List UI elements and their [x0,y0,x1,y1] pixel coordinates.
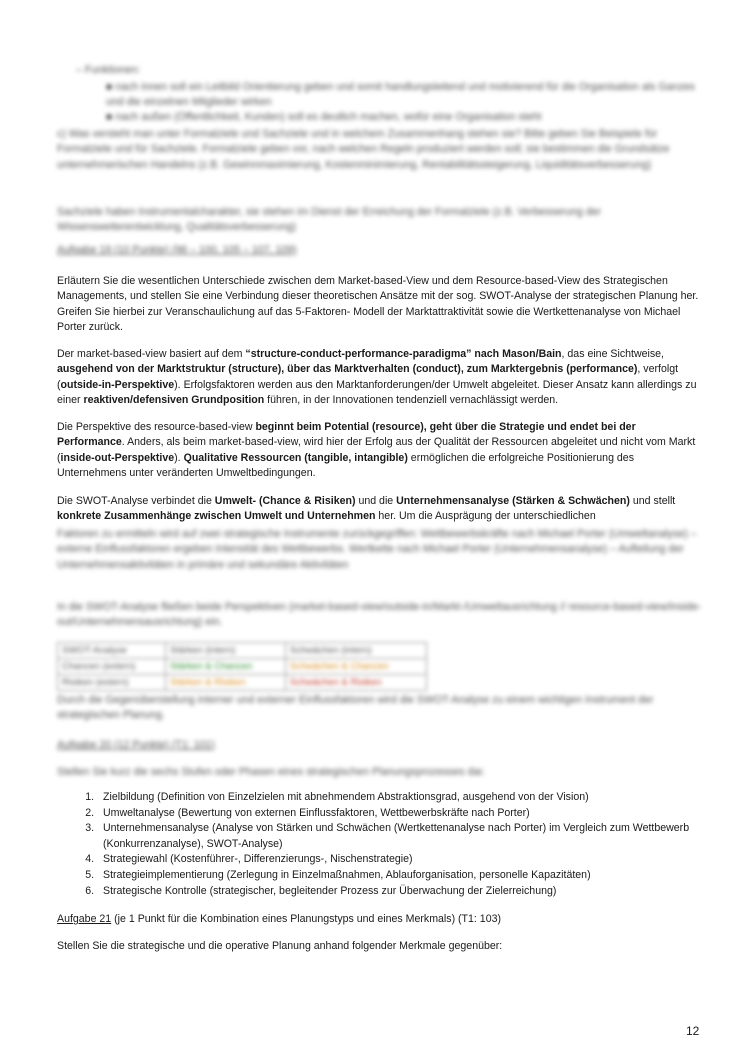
blurred-question-c: c) Was versteht man unter Formalziele und Sachziele und in welchem Zusammenhang stehen sie? Bitte geben Sie Beispiele für Formalziele und für Sachziele. Formalziele geben vor, nach welchen Regeln produziert werden soll; sie bestimmen die Grundsätze unternehmerischen Handelns (z.B. Gewinnmaximierung, Kostenminimierung, Rentabilitätssteigerung, Liquiditätsverbesserung) [57,128,670,171]
table-cell: Schwächen & Chancen [285,659,426,675]
table-row [58,643,427,659]
aufgabe-21-label: Aufgabe 21 [57,913,112,925]
blurred-aufgabe-20-question: Stellen Sie kurz die sechs Stufen oder Phasen eines strategischen Planungsprozesses dar. [57,766,486,778]
aufgabe-21-heading: Aufgabe 21 (je 1 Punkt für die Kombination eines Planungstyps und eines Merkmals) (T1: 103) [57,913,502,925]
table-cell: Schwächen & Risiken [285,675,426,691]
blurred-bullet-2: ■ nach außen (Öffentlichkeit, Kunden) soll es deutlich machen, wofür eine Organisation steht [106,111,542,123]
list-item: 3. Unternehmensanalyse (Analyse von Stärken und Schwächen (Wertkettenanalyse nach Porter) im Vergleich zum Wettbewerb (Konkurrenzanalyse), SWOT-Analyse) [97,821,750,852]
list-item: 1. Zielbildung (Definition von Einzelzielen mit abnehmendem Abstraktionsgrad, ausgehend von der Vision) [97,790,750,806]
blurred-aufgabe-20: Aufgabe 20 (12 Punkte) (T1: 101) [57,739,215,751]
table-cell: Stärken & Risiken [165,675,285,691]
blurred-bullet-heading: – Funktionen: [76,64,141,76]
list-item: 5. Strategieimplementierung (Zerlegung in Einzelmaßnahmen, Ablauforganisation, personelle Kapazitäten) [97,868,750,884]
answer-market-based-view: Der market-based-view basiert auf dem “structure-conduct-performance-paradigma” nach Mason/Bain, das eine Sichtweise, ausgehend von der Marktstruktur (structure), über das Marktverhalten (conduct), zum Marktergebnis (performance), verfolgt (outside-in-Perspektive). Erfolgsfaktoren werden aus den Marktanforderungen/der Umwelt abgeleitet. Dieser Ansatz kann allerdings zu einer reaktiven/defensiven Grundposition führen, in der Innovationen tendenziell vernachlässigt werden. [57,348,697,407]
swot-table [57,642,427,691]
table-cell: Chancen (extern) [58,659,166,675]
aufgabe-21-question: Stellen Sie die strategische und die operative Planung anhand folgender Merkmale gegenüber: [57,940,503,952]
answer-resource-based-view: Die Perspektive des resource-based-view beginnt beim Potential (resource), geht über die Strategie und endet bei der Performance. Anders, als beim market-based-view, wird hier der Erfolg aus der Qualität der Ressourcen abgeleitet und nicht vom Markt (inside-out-Perspektive). Qualitative Ressourcen (tangible, intangible) ermöglichen die erfolgreiche Positionierung des Unternehmens unter veränderten Umweltbedingungen. [57,421,696,480]
blurred-sachziele: Sachziele haben Instrumentalcharakter, sie stehen im Dienst der Erreichung der Formalziele (z.B. Verbesserung der Wissensweiterentwicklung, Qualitätsverbesserung) [57,206,602,234]
list-item: 2. Umweltanalyse (Bewertung von externen Einflussfaktoren, Wettbewerbskräfte nach Porter) [97,806,750,822]
blurred-swot-instruments: Faktoren zu ermitteln wird auf zwei strategische Instrumente zurückgegriffen: Wettbewerbskräfte nach Michael Porter (Umweltanalyse) – externe Einflussfaktoren ergeben Intensität des Wettbewerbs. Wertkette nach Michael Porter (Unternehmensanalyse) – Aufteilung der Unternehmensaktivitäten in primäre und sekundäre Aktivitäten [57,528,697,571]
table-cell: Stärken (intern) [165,643,285,659]
page-number: 12 [686,1024,700,1038]
table-row [58,659,427,675]
list-item: 4. Strategiewahl (Kostenführer-, Differenzierungs-, Nischenstrategie) [97,852,750,868]
question-aufgabe-19: Erläutern Sie die wesentlichen Unterschiede zwischen dem Market-based-View und dem Resource-based-View des Strategischen Managements, und stellen Sie eine Verbindung dieser theoretischen Ansätze mit der sog. SWOT-Analyse der strategischen Planung her. Greifen Sie hierbei zur Veranschaulichung auf das 5-Faktoren- Modell der Marktattraktivität sowie die Wertkettenanalyse von Michael Porter zurück. [57,275,699,334]
table-cell: Risiken (extern) [58,675,166,691]
answer-swot-analyse: Die SWOT-Analyse verbindet die Umwelt- (Chance & Risiken) und die Unternehmensanalyse (Stärken & Schwächen) und stellt konkrete Zusammenhänge zwischen Umwelt und Unternehmen her. Um die Ausprägung der unterschiedlichen [57,495,676,523]
table-cell: Stärken & Chancen [165,659,285,675]
blurred-swot-conclusion: Durch die Gegenüberstellung interner und externer Einflussfaktoren wird die SWOT-Analyse zu einem wichtigen Instrument der strategischen Planung. [57,694,654,722]
blurred-bullet-1: ■ nach innen soll ein Leitbild Orientierung geben und somit handlungsleitend und motivierend für die Organisation als Ganzes und die einzelnen Mitglieder wirken [106,81,695,109]
list-item: 6. Strategische Kontrolle (strategischer, begleitender Prozess zur Überwachung der Zielerreichung) [97,884,750,900]
blurred-aufgabe-19: Aufgabe 19 (10 Punkte) (96 – 100, 105 – 107, 109) [57,244,297,256]
table-cell: SWOT-Analyse [58,643,166,659]
table-cell: Schwächen (intern) [285,643,426,659]
table-row [58,675,427,691]
planning-steps-list [57,790,750,899]
blurred-swot-perspectives: In die SWOT-Analyse fließen beide Perspektiven (market-based-view/outside-in/Markt-/Umweltausrichtung // resource-based-view/inside-out/Unternehmensausrichtung) ein. [57,601,702,629]
